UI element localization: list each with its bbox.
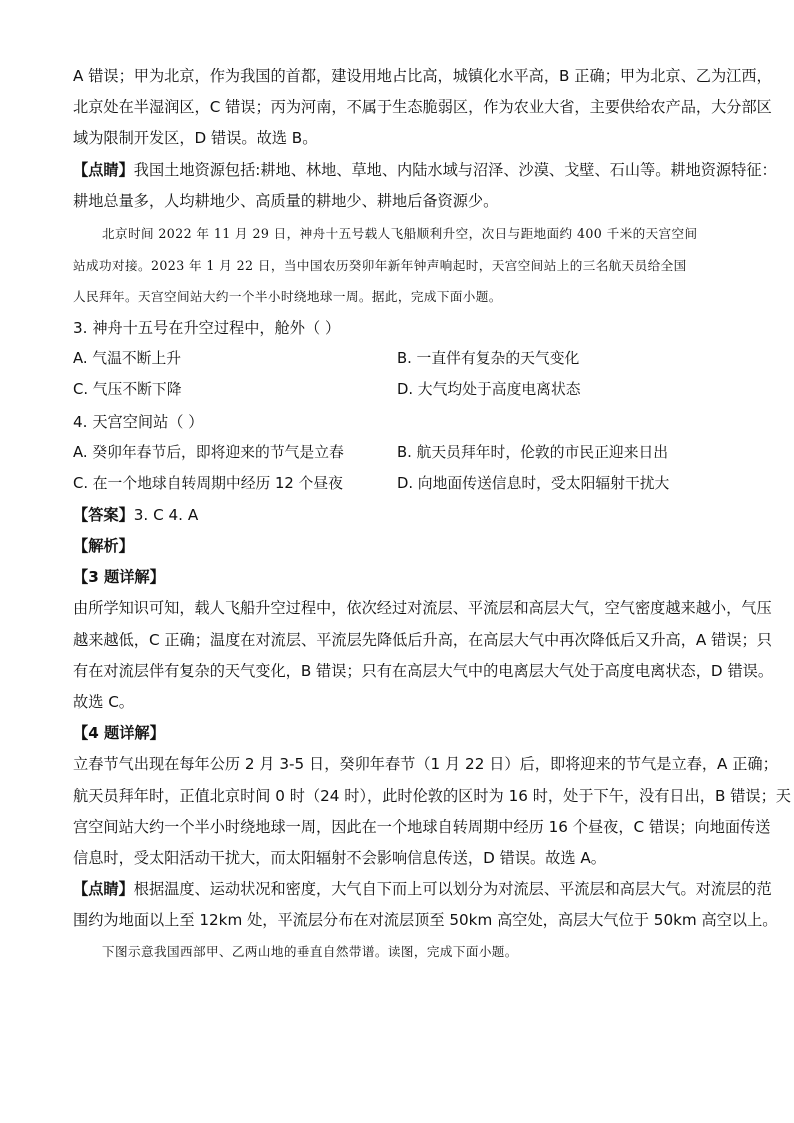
material-line: 站成功对接。2023 年 1 月 22 日，当中国农历癸卯年新年钟声响起时，天宫空间站上的三名航天员给全国 [73, 258, 687, 273]
paragraph-line: 北京处在半湿润区，C 错误；丙为河南，不属于生态脆弱区，作为农业大省，主要供给农产品，大分部区 [73, 98, 772, 116]
material-line: 人民拜年。天宫空间站大约一个半小时绕地球一周。据此，完成下面小题。 [73, 289, 502, 304]
analysis-tag-text: 【解析】 [73, 537, 134, 555]
comment-line [73, 879, 772, 899]
question-3-option-c: C. 气压不断下降 [73, 381, 182, 398]
question-3-option-a: A. 气温不断上升 [73, 350, 182, 367]
detail-4-tag-text: 【4 题详解】 [73, 724, 165, 742]
comment-text: 我国土地资源包括:耕地、林地、草地、内陆水域与沼泽、沙漠、戈壁、石山等。耕地资源特征： [133, 161, 777, 179]
detail-4-line: 信息时，受太阳活动干扰大，而太阳辐射不会影响信息传送，D 错误。故选 A。 [73, 849, 606, 867]
detail-4-line: 立春节气出现在每年公历 2 月 3-5 日，癸卯年春节（1 月 22 日）后，即将迎来的节气是立春，A 正确； [73, 755, 778, 773]
question-4-stem: 4. 天宫空间站（ ） [73, 413, 204, 431]
question-4-option-c: C. 在一个地球自转周期中经历 12 个昼夜 [73, 475, 343, 492]
answer-tag: 【答案】 [73, 506, 134, 524]
analysis-tag [73, 536, 723, 556]
detail-4-line: 宫空间站大约一个半小时绕地球一周，因此在一个地球自转周期中经历 16 个昼夜，C 错误；向地面传送 [73, 818, 771, 836]
comment-tag: 【点睛】 [73, 880, 134, 898]
question-3-option-b: B. 一直伴有复杂的天气变化 [397, 350, 580, 367]
answer-line [73, 505, 723, 525]
comment-tag: 【点睛】 [73, 161, 134, 179]
detail-3-tag-text: 【3 题详解】 [73, 568, 165, 586]
question-4-option-a: A. 癸卯年春节后，即将迎来的节气是立春 [73, 444, 344, 461]
material-line: 下图示意我国西部甲、乙两山地的垂直自然带谱。读图，完成下面小题。 [102, 944, 518, 959]
paragraph-line: A 错误；甲为北京，作为我国的首都，建设用地占比高，城镇化水平高，B 正确；甲为北京、乙为江西， [73, 67, 772, 85]
detail-3-line: 有在对流层伴有复杂的天气变化，B 错误；只有在高层大气中的电离层大气处于高度电离状态，D 错误。 [73, 662, 774, 680]
comment-line: 围约为地面以上至 12km 处，平流层分布在对流层顶至 50km 高空处，高层大气位于 50km 高空以上。 [73, 911, 778, 929]
material-line: 北京时间 2022 年 11 月 29 日，神舟十五号载人飞船顺利升空，次日与距地面约 400 千米的天宫空间 [102, 226, 698, 241]
detail-3-line: 由所学知识可知，载人飞船升空过程中，依次经过对流层、平流层和高层大气，空气密度越来越小，气压 [73, 599, 772, 617]
comment-line: 耕地总量多，人均耕地少、高质量的耕地少、耕地后备资源少。 [73, 192, 499, 210]
paragraph-line: 域为限制开发区，D 错误。故选 B。 [73, 129, 318, 147]
question-4-option-d: D. 向地面传送信息时，受太阳辐射干扰大 [397, 475, 670, 492]
comment-line [73, 160, 777, 180]
answer-text: 3. C 4. A [133, 506, 199, 524]
detail-3-tag [73, 567, 723, 587]
detail-4-tag [73, 723, 723, 743]
detail-4-line: 航天员拜年时，正值北京时间 0 时（24 时），此时伦敦的区时为 16 时，处于下午，没有日出，B 错误；天 [73, 787, 791, 805]
question-4-option-b: B. 航天员拜年时，伦敦的市民正迎来日出 [397, 444, 669, 461]
detail-3-line: 越来越低，C 正确；温度在对流层、平流层先降低后升高，在高层大气中再次降低后又升高，A 错误；只 [73, 631, 772, 649]
question-3-option-d: D. 大气均处于高度电离状态 [397, 381, 581, 398]
comment-text: 根据温度、运动状况和密度，大气自下而上可以划分为对流层、平流层和高层大气。对流层的范 [133, 880, 772, 898]
question-3-stem: 3. 神舟十五号在升空过程中，舱外（ ） [73, 319, 341, 337]
detail-3-line: 故选 C。 [73, 693, 134, 711]
